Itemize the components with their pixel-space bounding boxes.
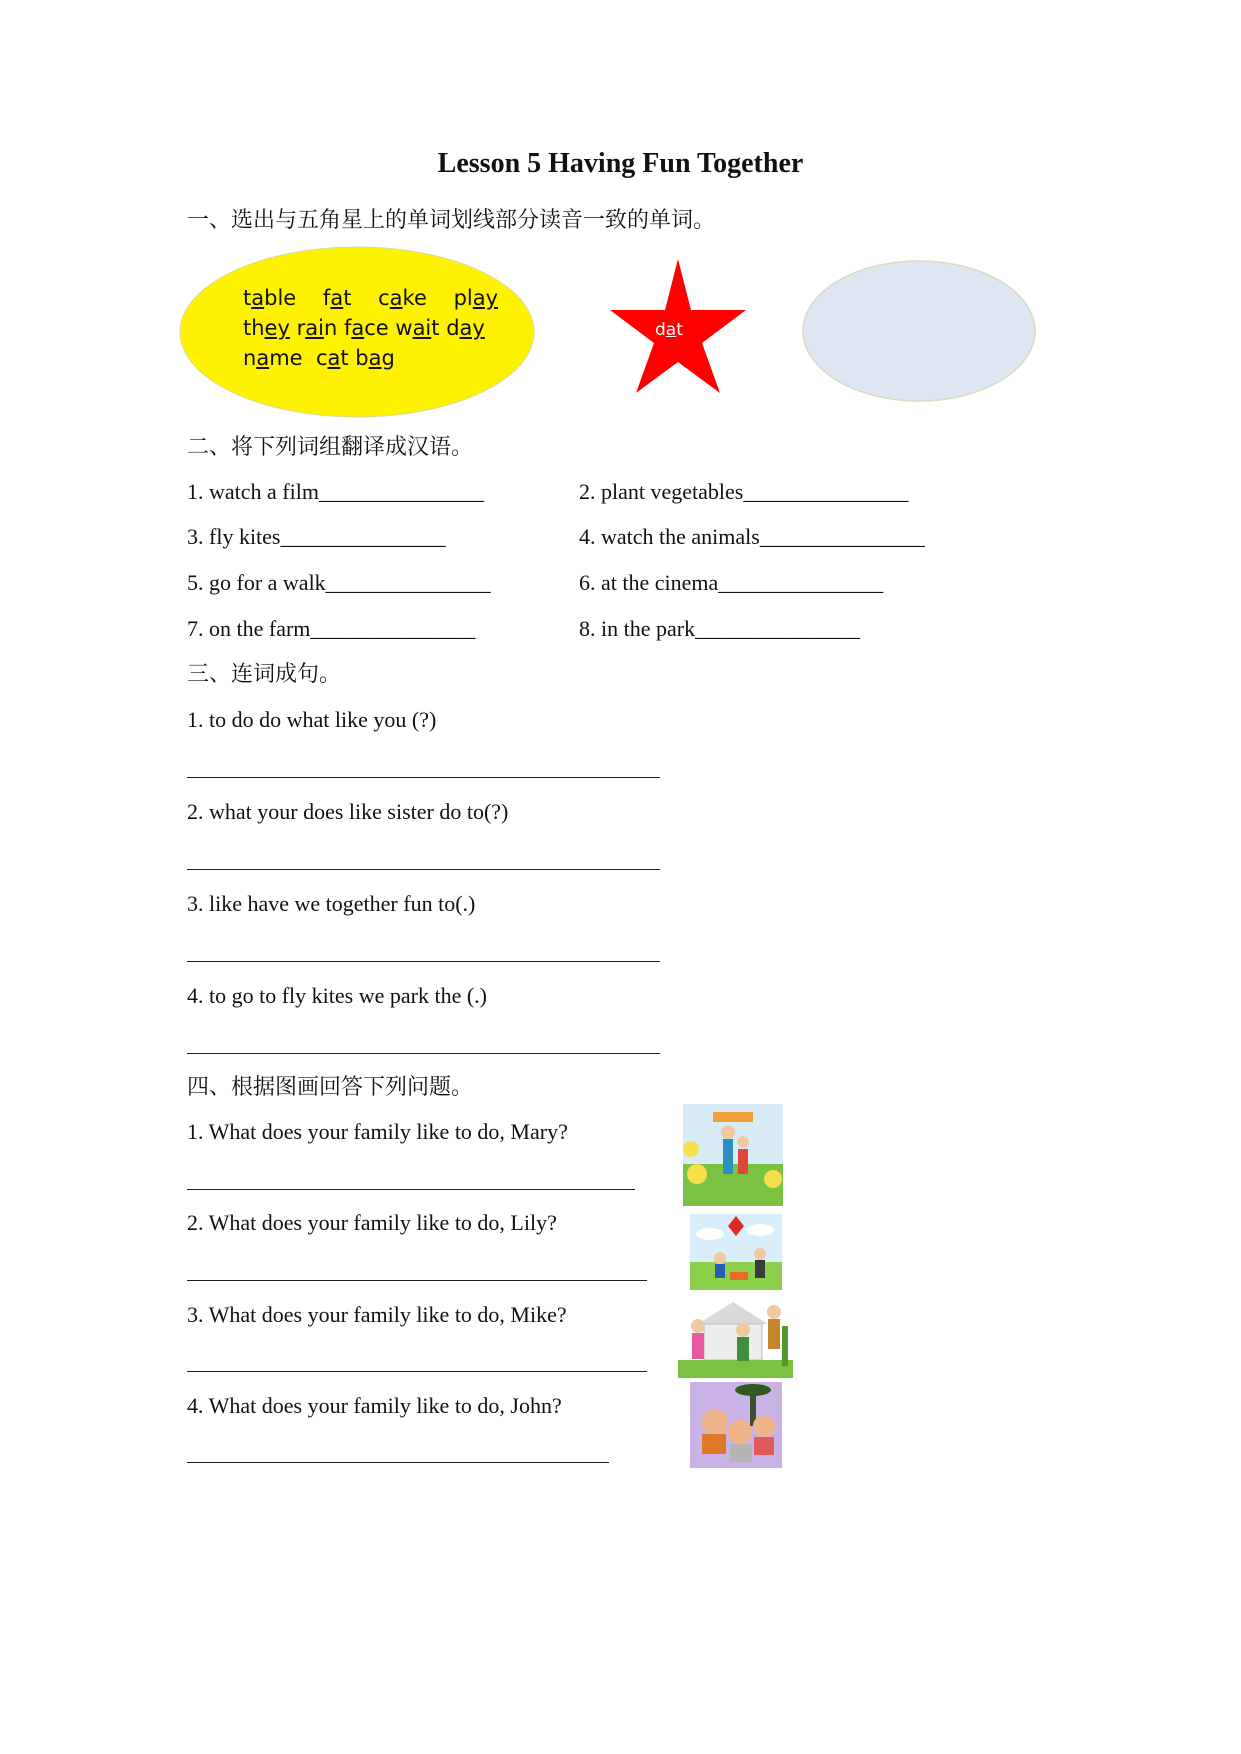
answer-line[interactable] <box>187 777 660 778</box>
word-item: play <box>453 286 499 310</box>
scramble-item-3: 3. like have we together fun to(.) <box>187 891 476 916</box>
phrase-item-6: 6. at the cinema_______________ <box>579 570 884 595</box>
word-item: fat <box>322 286 352 310</box>
question-item-2: 2. What does your family like to do, Lily? <box>187 1210 557 1235</box>
word-item: cat <box>315 346 349 370</box>
word-item: face <box>343 316 389 340</box>
section2-heading: 二、将下列词组翻译成汉语。 <box>187 434 474 459</box>
word-item: table <box>243 286 297 310</box>
word-item: name <box>243 346 303 370</box>
star-word: dat <box>655 320 683 340</box>
word-item: rain <box>296 316 338 340</box>
answer-line[interactable] <box>187 1371 647 1372</box>
scramble-item-4: 4. to go to fly kites we park the (.) <box>187 983 487 1008</box>
section3-heading: 三、连词成句。 <box>187 661 342 686</box>
farm-picture <box>678 1296 793 1378</box>
section4-heading: 四、根据图画回答下列问题。 <box>187 1074 474 1099</box>
page-title: Lesson 5 Having Fun Together <box>437 148 804 179</box>
family-walk-picture <box>683 1104 783 1206</box>
phrase-item-2: 2. plant vegetables_______________ <box>579 479 909 504</box>
answer-line[interactable] <box>187 1280 647 1281</box>
phonics-graphic <box>0 0 1241 440</box>
word-item: wait <box>395 316 440 340</box>
phrase-item-8: 8. in the park_______________ <box>579 616 861 641</box>
word-item: day <box>446 316 485 340</box>
question-item-3: 3. What does your family like to do, Mike? <box>187 1302 567 1327</box>
kite-picnic-picture <box>690 1214 782 1290</box>
scramble-item-2: 2. what your does like sister do to(?) <box>187 799 509 824</box>
answer-line[interactable] <box>187 869 660 870</box>
phrase-item-4: 4. watch the animals_______________ <box>579 524 925 549</box>
answer-ellipse <box>803 261 1035 401</box>
question-item-4: 4. What does your family like to do, John? <box>187 1393 562 1418</box>
answer-line[interactable] <box>187 1189 635 1190</box>
word-row-3 <box>243 343 498 373</box>
word-row-1 <box>243 283 498 313</box>
phrase-item-7: 7. on the farm_______________ <box>187 616 476 641</box>
word-item: bag <box>355 346 395 370</box>
word-item: cake <box>378 286 427 310</box>
phrase-item-1: 1. watch a film_______________ <box>187 479 484 504</box>
question-item-1: 1. What does your family like to do, Mary? <box>187 1119 568 1144</box>
word-list <box>243 283 498 373</box>
scramble-item-1: 1. to do do what like you (?) <box>187 707 437 732</box>
phrase-item-3: 3. fly kites_______________ <box>187 524 446 549</box>
word-row-2 <box>243 313 498 343</box>
answer-line[interactable] <box>187 961 660 962</box>
answer-line[interactable] <box>187 1053 660 1054</box>
answer-line[interactable] <box>187 1462 609 1463</box>
phrase-item-5: 5. go for a walk_______________ <box>187 570 491 595</box>
section1-heading: 一、选出与五角星上的单词划线部分读音一致的单词。 <box>187 207 716 232</box>
word-item: they <box>243 316 290 340</box>
family-fun-picture <box>690 1382 782 1468</box>
